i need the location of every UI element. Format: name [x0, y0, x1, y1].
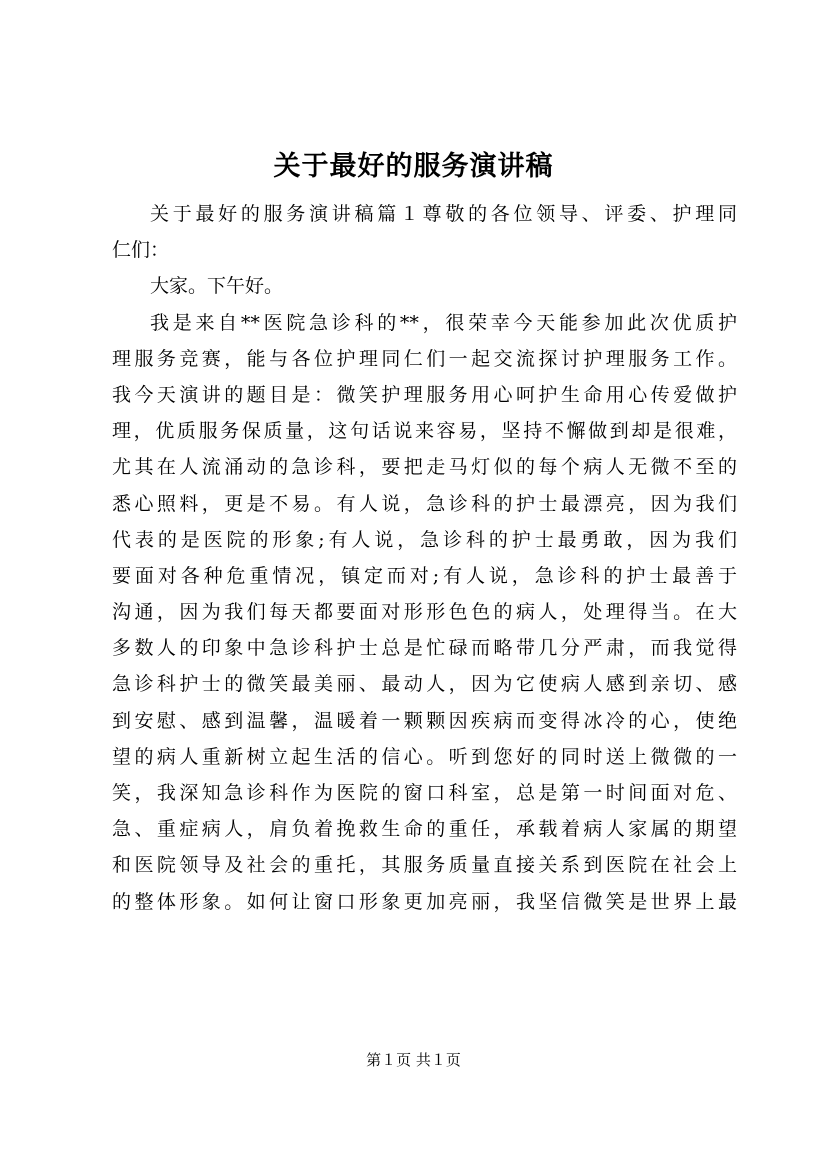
paragraph-line: 到安慰、感到温馨，温暖着一颗颗因疾病而变得冰冷的心，使绝 — [112, 709, 737, 732]
paragraph-line: 大家。下午好。 — [150, 275, 284, 298]
paragraph-line: 理，优质服务保质量，这句话说来容易，坚持不懈做到却是很难， — [112, 420, 737, 443]
paragraph-line: 仁们： — [112, 239, 170, 262]
paragraph-line: 理服务竞赛，能与各位护理同仁们一起交流探讨护理服务工作。 — [112, 347, 737, 370]
paragraph-line: 笑，我深知急诊科作为医院的窗口科室，总是第一时间面对危、 — [112, 782, 737, 804]
paragraph-line: 关于最好的服务演讲稿篇１尊敬的各位领导、评委、护理同 — [150, 203, 737, 225]
document-title: 关于最好的服务演讲稿 — [273, 151, 554, 182]
paragraph-line: 我是来自**医院急诊科的**，很荣幸今天能参加此次优质护 — [150, 311, 737, 334]
paragraph-line: 沟通，因为我们每天都要面对形形色色的病人，处理得当。在大 — [112, 601, 737, 624]
document-body — [112, 196, 737, 920]
paragraph-line: 的整体形象。如何让窗口形象更加亮丽，我坚信微笑是世界上最 — [112, 890, 737, 913]
page-footer: 第１页 共１页 — [366, 1051, 461, 1069]
paragraph-line: 和医院领导及社会的重托，其服务质量直接关系到医院在社会上 — [112, 854, 737, 877]
paragraph-line: 尤其在人流涌动的急诊科，要把走马灯似的每个病人无微不至的 — [112, 456, 737, 479]
paragraph-line: 多数人的印象中急诊科护士总是忙碌而略带几分严肃，而我觉得 — [112, 637, 737, 660]
paragraph-line: 急、重症病人，肩负着挽救生命的重任，承载着病人家属的期望 — [112, 818, 737, 841]
paragraph-line: 要面对各种危重情况，镇定而对;有人说，急诊科的护士最善于 — [112, 564, 737, 587]
paragraph-line: 悉心照料，更是不易。有人说，急诊科的护士最漂亮，因为我们 — [112, 492, 737, 515]
paragraph-line: 望的病人重新树立起生活的信心。听到您好的同时送上微微的一 — [112, 745, 737, 768]
paragraph-line: 我今天演讲的题目是：微笑护理服务用心呵护生命用心传爱做护 — [112, 383, 737, 406]
paragraph-line: 急诊科护士的微笑最美丽、最动人，因为它使病人感到亲切、感 — [112, 673, 737, 696]
paragraph-line: 代表的是医院的形象;有人说，急诊科的护士最勇敢，因为我们 — [112, 528, 737, 551]
